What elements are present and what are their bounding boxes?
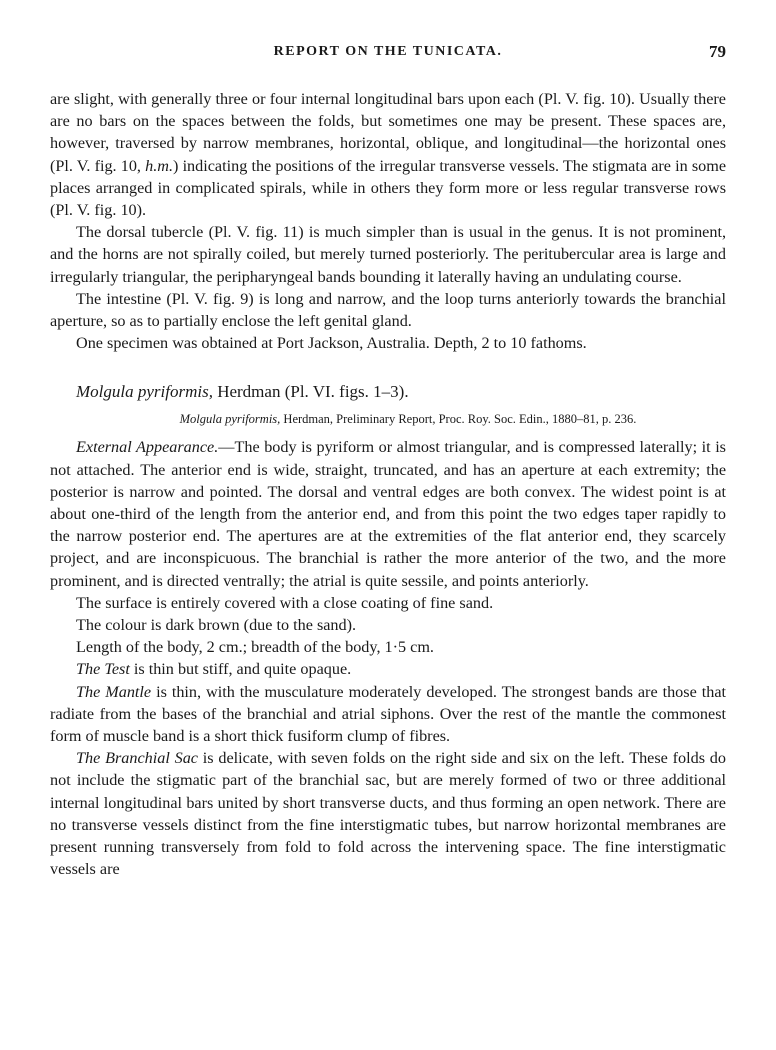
paragraph-locality: One specimen was obtained at Port Jackson, Australia. Depth, 2 to 10 fathoms. [76, 334, 587, 353]
paragraph-text: is delicate, with seven folds on the right side and six on the left. These folds do not include the stigmatic part of the branchial sac, but are merely formed of two or three additional internal longitudinal bars united by short transverse ducts, and thus forming an open network. There are no transverse vessels distinct from the fine interstigmatic tubes, but narrow horizontal membranes are present running transversely from fold to fold across the intervening space. The fine interstigmatic vessels are [50, 749, 726, 879]
paragraph-colour: The colour is dark brown (due to the sand). [76, 616, 357, 635]
paragraph-dorsal-tubercle: The dorsal tubercle (Pl. V. fig. 11) is much simpler than is usual in the genus. It is not prominent, and the horns are not spirally coiled, but merely turned posteriorly. The peritubercular area is large and irregularly triangular, the peripharyngeal bands bounding it laterally having an undulating course. [50, 223, 726, 286]
paragraph-surface: The surface is entirely covered with a close coating of fine sand. [76, 593, 494, 612]
section-label: External Appearance. [76, 438, 219, 457]
paragraph-text: is thin but stiff, and quite opaque. [129, 660, 352, 679]
citation-text: Herdman, Preliminary Report, Proc. Roy. Soc. Edin., 1880–81, p. 236. [280, 412, 637, 427]
species-heading-rest: Herdman (Pl. VI. figs. 1–3). [212, 382, 409, 402]
page-number: 79 [709, 42, 726, 61]
paragraph-text: are slight, with generally three or four internal longitudinal bars upon each (Pl. V. fig. 10). Usually there are no bars on the spaces between the folds, but sometimes one may be present. These spaces are, however, traversed by narrow membranes, horizontal, oblique, and longitudinal—the horizontal ones (Pl. V. fig. 10, [50, 90, 726, 175]
paragraph-length: Length of the body, 2 cm.; breadth of the body, 1·5 cm. [76, 638, 434, 657]
citation-species-name: Molgula pyriformis, [179, 412, 281, 427]
abbreviation: h.m. [145, 156, 174, 175]
species-name: Molgula pyriformis, [76, 382, 213, 402]
section-label: The Test [76, 660, 130, 679]
paragraph-mantle [50, 681, 726, 748]
paragraph-intestine: The intestine (Pl. V. fig. 9) is long and narrow, and the loop turns anteriorly towards the branchial aperture, so as to partially enclose the left genital gland. [50, 289, 726, 331]
section-label: The Mantle [76, 682, 152, 701]
section-label: The Branchial Sac [76, 749, 198, 768]
paragraph-text: —The body is pyriform or almost triangular, and is compressed laterally; it is not attached. The anterior end is wide, straight, truncated, and has an aperture at each extremity; the posterior is narrow and pointed. The dorsal and ventral edges are both convex. The widest point is at about one-third of the length from the anterior end, and from this point the two edges taper rapidly to the narrow posterior end. The apertures are at the extremities of the flat anterior end, they scarcely project, and are inconspicuous. The branchial is rather the more anterior of the two, and the more prominent, and is directed ventrally; the atrial is quite sessile, and points anteriorly. [50, 438, 726, 590]
running-header [50, 44, 726, 66]
species-heading [50, 380, 726, 404]
paragraph-external-appearance [50, 436, 726, 591]
paragraph-text: ) indicating the positions of the irregular transverse vessels. The stigmata are in some places arranged in complicated spirals, while in others they form more or less regular transverse rows (Pl. V. fig. 10). [50, 156, 727, 220]
paragraph-continuation [50, 88, 726, 221]
paragraph-branchial-sac [50, 747, 726, 880]
species-citation [50, 410, 726, 428]
text-body [50, 88, 726, 881]
paragraph-test [50, 658, 726, 680]
paragraph-text: is thin, with the musculature moderately developed. The strongest bands are those that radiate from the bases of the branchial and atrial siphons. Over the rest of the mantle the commonest form of muscle band is a short thick fusiform clump of fibres. [50, 682, 726, 746]
running-title: REPORT ON THE TUNICATA. [273, 44, 503, 59]
